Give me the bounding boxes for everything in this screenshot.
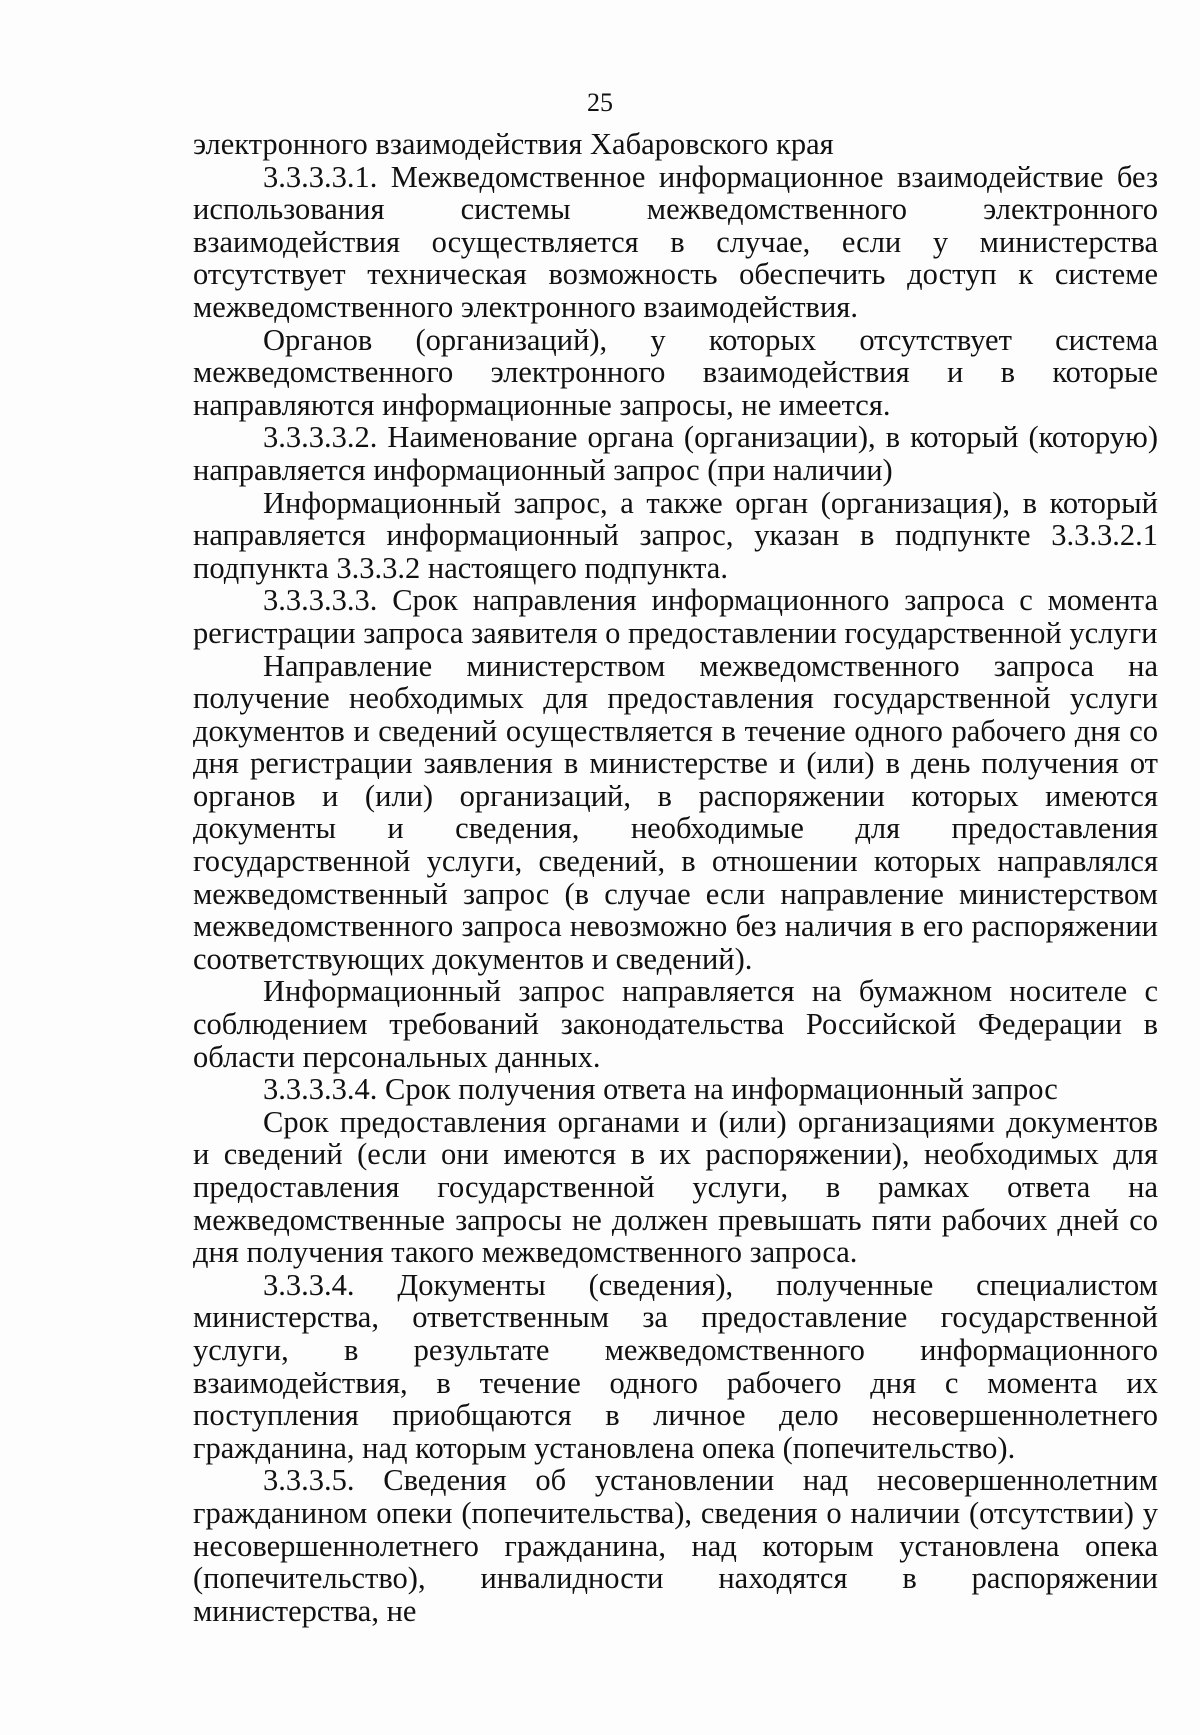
paragraph: 3.3.3.3.2. Наименование органа (организации), в который (которую) направляется информационный запрос (при наличии) xyxy=(193,420,1158,487)
paragraph: электронного взаимодействия Хабаровского края xyxy=(193,127,834,161)
document-body xyxy=(193,128,1158,1627)
paragraph: 3.3.3.4. Документы (сведения), полученные специалистом министерства, ответственным за предоставление государственной услуги, в результате межведомственного информационного взаимодействия, в течение одного рабочего дня с момента их поступления приобщаются в личное дело несовершеннолетнего гражданина, над которым установлена опека (попечительство). xyxy=(193,1267,1158,1465)
paragraph: 3.3.3.3.4. Срок получения ответа на информационный запрос xyxy=(263,1072,1058,1107)
paragraph: 3.3.3.3.3. Срок направления информационного запроса с момента регистрации запроса заявителя о предоставлении государственной услуги xyxy=(193,583,1158,650)
paragraph: 3.3.3.5. Сведения об установлении над несовершеннолетним гражданином опеки (попечительства), сведения о наличии (отсутствии) у несовершеннолетнего гражданина, над которым установлена опека (попечительство), инвалидности находятся в распоряжении министерства, не xyxy=(193,1463,1158,1628)
paragraph: Информационный запрос направляется на бумажном носителе с соблюдением требований законодательства Российской Федерации в области персональных данных. xyxy=(193,974,1158,1074)
paragraph: Органов (организаций), у которых отсутствует система межведомственного электронного взаимодействия и в которые направляются информационные запросы, не имеется. xyxy=(193,322,1158,422)
page-number: 25 xyxy=(587,88,613,117)
paragraph: Направление министерством межведомственного запроса на получение необходимых для предоставления государственной услуги документов и сведений осуществляется в течение одного рабочего дня со дня регистрации заявления в министерстве и (или) в день получения от органов и (или) организаций, в распоряжении которых имеются документы и сведения, необходимые для предоставления государственной услуги, сведений, в отношении которых направлялся межведомственный запрос (в случае если направление министерством межведомственного запроса невозможно без наличия в его распоряжении соответствующих документов и сведений). xyxy=(193,648,1158,976)
paragraph: Информационный запрос, а также орган (организация), в который направляется информационный запрос, указан в подпункте 3.3.3.2.1 подпункта 3.3.3.2 настоящего подпункта. xyxy=(193,485,1158,585)
paragraph: 3.3.3.3.1. Межведомственное информационное взаимодействие без использования системы межведомственного электронного взаимодействия осуществляется в случае, если у министерства отсутствует техническая возможность обеспечить доступ к системе межведомственного электронного взаимодействия. xyxy=(193,159,1158,324)
paragraph: Срок предоставления органами и (или) организациями документов и сведений (если они имеются в их распоряжении), необходимых для предоставления государственной услуги, в рамках ответа на межведомственные запросы не должен превышать пяти рабочих дней со дня получения такого межведомственного запроса. xyxy=(193,1104,1158,1270)
